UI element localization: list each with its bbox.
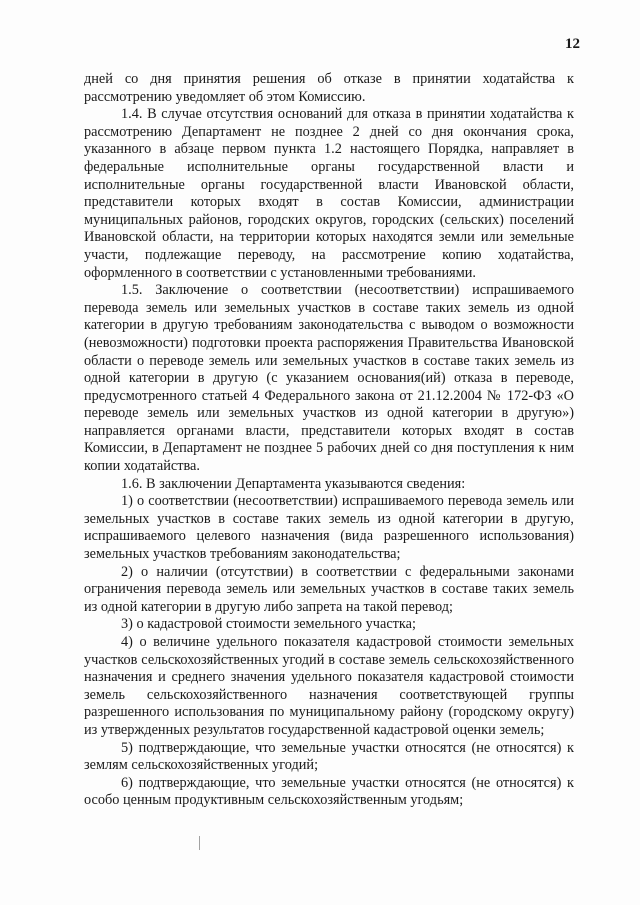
scan-artifact-mark xyxy=(199,836,200,850)
paragraph-1-5: 1.5. Заключение о соответствии (несоответствии) испрашиваемого перевода земель или земельных участков в составе таких земель из одной категории в другую требованиям законодательства с выводом о возможности (невозможности) подготовки проекта распоряжения Правительства Ивановской области о переводе земель или земельных участков в составе таких земель из одной категории в другую (с указанием основания(ий) отказа в переводе, предусмотренного статьей 4 Федерального закона от 21.12.2004 № 172-ФЗ «О переводе земель или земельных участков из одной категории в другую») направляется органами власти, представители которых входят в состав Комиссии, в Департамент не позднее 5 рабочих дней со дня поступления к ним копии ходатайства. xyxy=(84,282,574,475)
list-item-2: 2) о наличии (отсутствии) в соответствии с федеральными законами ограничения перевода земель или земельных участков в составе таких земель из одной категории в другую либо запрета на такой перевод; xyxy=(84,563,574,615)
list-item-4: 4) о величине удельного показателя кадастровой стоимости земельных участков сельскохозяйственных угодий в составе земель сельскохозяйственного назначения и среднего значения удельного показателя кадастровой стоимости земель сельскохозяйственного назначения соответствующей группы разрешенного использования по муниципальному району (городскому округу) из утвержденных результатов государственной кадастровой оценки земель; xyxy=(84,634,574,738)
page-number: 12 xyxy=(565,36,580,52)
list-item-5: 5) подтверждающие, что земельные участки относятся (не относятся) к землям сельскохозяйственных угодий; xyxy=(84,739,574,774)
list-item-6: 6) подтверждающие, что земельные участки относятся (не относятся) к особо ценным продуктивным сельскохозяйственным угодьям; xyxy=(84,774,574,809)
paragraph-1-6: 1.6. В заключении Департамента указываются сведения: xyxy=(121,475,466,492)
list-item-1: 1) о соответствии (несоответствии) испрашиваемого перевода земель или земельных участков в составе таких земель из одной категории в другую, испрашиваемого целевого назначения (вида разрешенного использования) земельных участков требованиям законодательства; xyxy=(84,493,574,563)
paragraph-1-4: 1.4. В случае отсутствия оснований для отказа в принятии ходатайства к рассмотрению Департамент не позднее 2 дней со дня окончания срока, указанного в абзаце первом пункта 1.2 настоящего Порядка, направляет в федеральные исполнительные органы государственной власти и исполнительные органы государственной власти Ивановской области, представители которых входят в состав Комиссии, администрации муниципальных районов, городских округов, городских (сельских) поселений Ивановской области, на территории которых находятся земли или земельные участи, подлежащие переводу, на рассмотрение копию ходатайства, оформленного в соответствии с установленными требованиями. xyxy=(84,106,574,281)
document-body xyxy=(84,71,574,810)
paragraph-continuation: дней со дня принятия решения об отказе в принятии ходатайства к рассмотрению уведомляет об этом Комиссию. xyxy=(84,71,574,105)
list-item-3: 3) о кадастровой стоимости земельного участка; xyxy=(121,616,416,633)
